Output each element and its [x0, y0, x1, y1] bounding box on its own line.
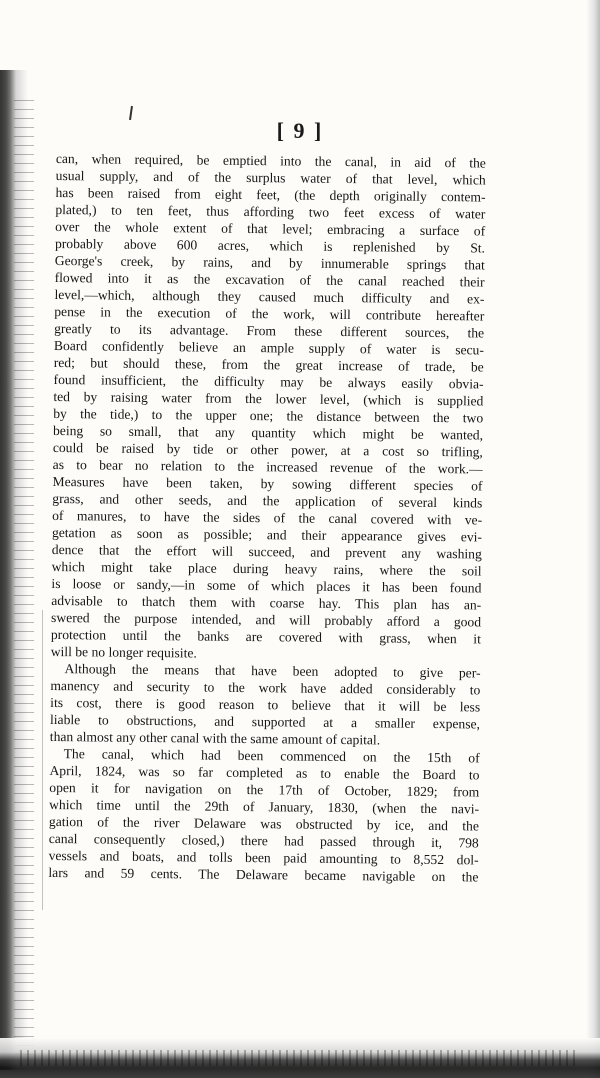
text-line: flowed into it as the excavation of the canal reached their: [54, 269, 485, 290]
text-line: canal consequently closed,) there had passed through it, 798: [48, 830, 479, 851]
text-line: level,—which, although they caused much difficulty and ex-: [54, 286, 485, 307]
text-line: is loose or sandy,—in some of which places it has been found: [51, 575, 482, 596]
text-line: which time until the 29th of January, 1830, (when the navi-: [49, 796, 480, 817]
text-line: can, when required, be emptied into the canal, in aid of the: [55, 150, 486, 171]
text-line: its cost, there is good reason to believe that it will be less: [50, 694, 481, 715]
text-line: protection until the banks are covered with grass, when it: [50, 626, 481, 647]
text-line: by the tide,) to the upper one; the distance between the two: [53, 405, 484, 426]
text-line: being so small, that any quantity which might be wanted,: [52, 422, 484, 443]
text-line: open it for navigation on the 17th of October, 1829; from: [49, 779, 480, 800]
text-line: usual supply, and of the surplus water of that level, which: [55, 167, 486, 188]
text-line: pense in the execution of the work, will contribute hereafter: [54, 303, 485, 324]
text-line: over the whole extent of that level; embracing a surface of: [55, 218, 486, 239]
left-binding-texture: [14, 100, 34, 1060]
text-line: Board confidently believe an ample supply of water is secu-: [53, 337, 485, 358]
bottom-binding-texture: [20, 1050, 580, 1066]
text-line: will be no longer requisite.: [50, 643, 197, 661]
text-line: ted by raising water from the lower level, (which is supplied: [53, 388, 484, 409]
right-page-edge: [586, 0, 600, 1078]
text-line: found insufficient, the difficulty may be always easily obvia-: [53, 371, 484, 392]
text-line: plated,) to ten feet, thus affording two feet excess of water: [55, 201, 486, 222]
text-line: of manures, to have the sides of the canal covered with ve-: [52, 507, 483, 528]
text-line: has been raised from eight feet, (the depth originally contem-: [55, 184, 486, 205]
text-line: red; but should these, from the great increase of trade, be: [53, 354, 484, 375]
text-line: grass, and other seeds, and the application of several kinds: [52, 490, 483, 511]
text-line: greatly to its advantage. From these different sources, the: [54, 320, 485, 341]
text-line: as to bear no relation to the increased revenue of the work.—: [52, 456, 483, 477]
text-line: The canal, which had been commenced on the 15th of: [63, 746, 480, 766]
page-number: [ 9 ]: [276, 118, 324, 143]
margin-rule: [42, 610, 43, 910]
text-line: could be raised by tide or other power, at a cost so trifling,: [52, 439, 483, 460]
text-line: liable to obstructions, and supported at a smaller expense,: [49, 711, 481, 732]
text-line: Measures have been taken, by sowing different species of: [52, 473, 483, 494]
text-line: lars and 59 cents. The Delaware became navigable on the: [48, 864, 479, 885]
text-line: swered the purpose intended, and will probably afford a good: [51, 609, 482, 630]
text-line: advisable to thatch them with coarse hay. This plan has an-: [51, 592, 482, 613]
body-text: [48, 150, 486, 885]
text-line: manency and security to the work have added considerably to: [50, 677, 481, 698]
text-line: George's creek, by rains, and by innumerable springs that: [54, 252, 485, 273]
text-line: dence that the effort will succeed, and prevent any washing: [51, 541, 482, 562]
text-line: probably above 600 acres, which is replenished by St.: [54, 235, 486, 256]
text-line: gation of the river Delaware was obstructed by ice, and the: [48, 813, 480, 834]
text-line: getation as soon as possible; and their appearance gives evi-: [51, 524, 483, 545]
text-line: vessels and boats, and tolls been paid amounting to 8,552 dol-: [48, 847, 479, 868]
text-line: Although the means that have been adopted to give per-: [64, 661, 481, 681]
text-line: than almost any other canal with the same amount of capital.: [49, 728, 381, 748]
text-line: which might take place during heavy rains, where the soil: [51, 558, 482, 579]
text-line: April, 1824, was so far completed as to enable the Board to: [49, 762, 480, 783]
